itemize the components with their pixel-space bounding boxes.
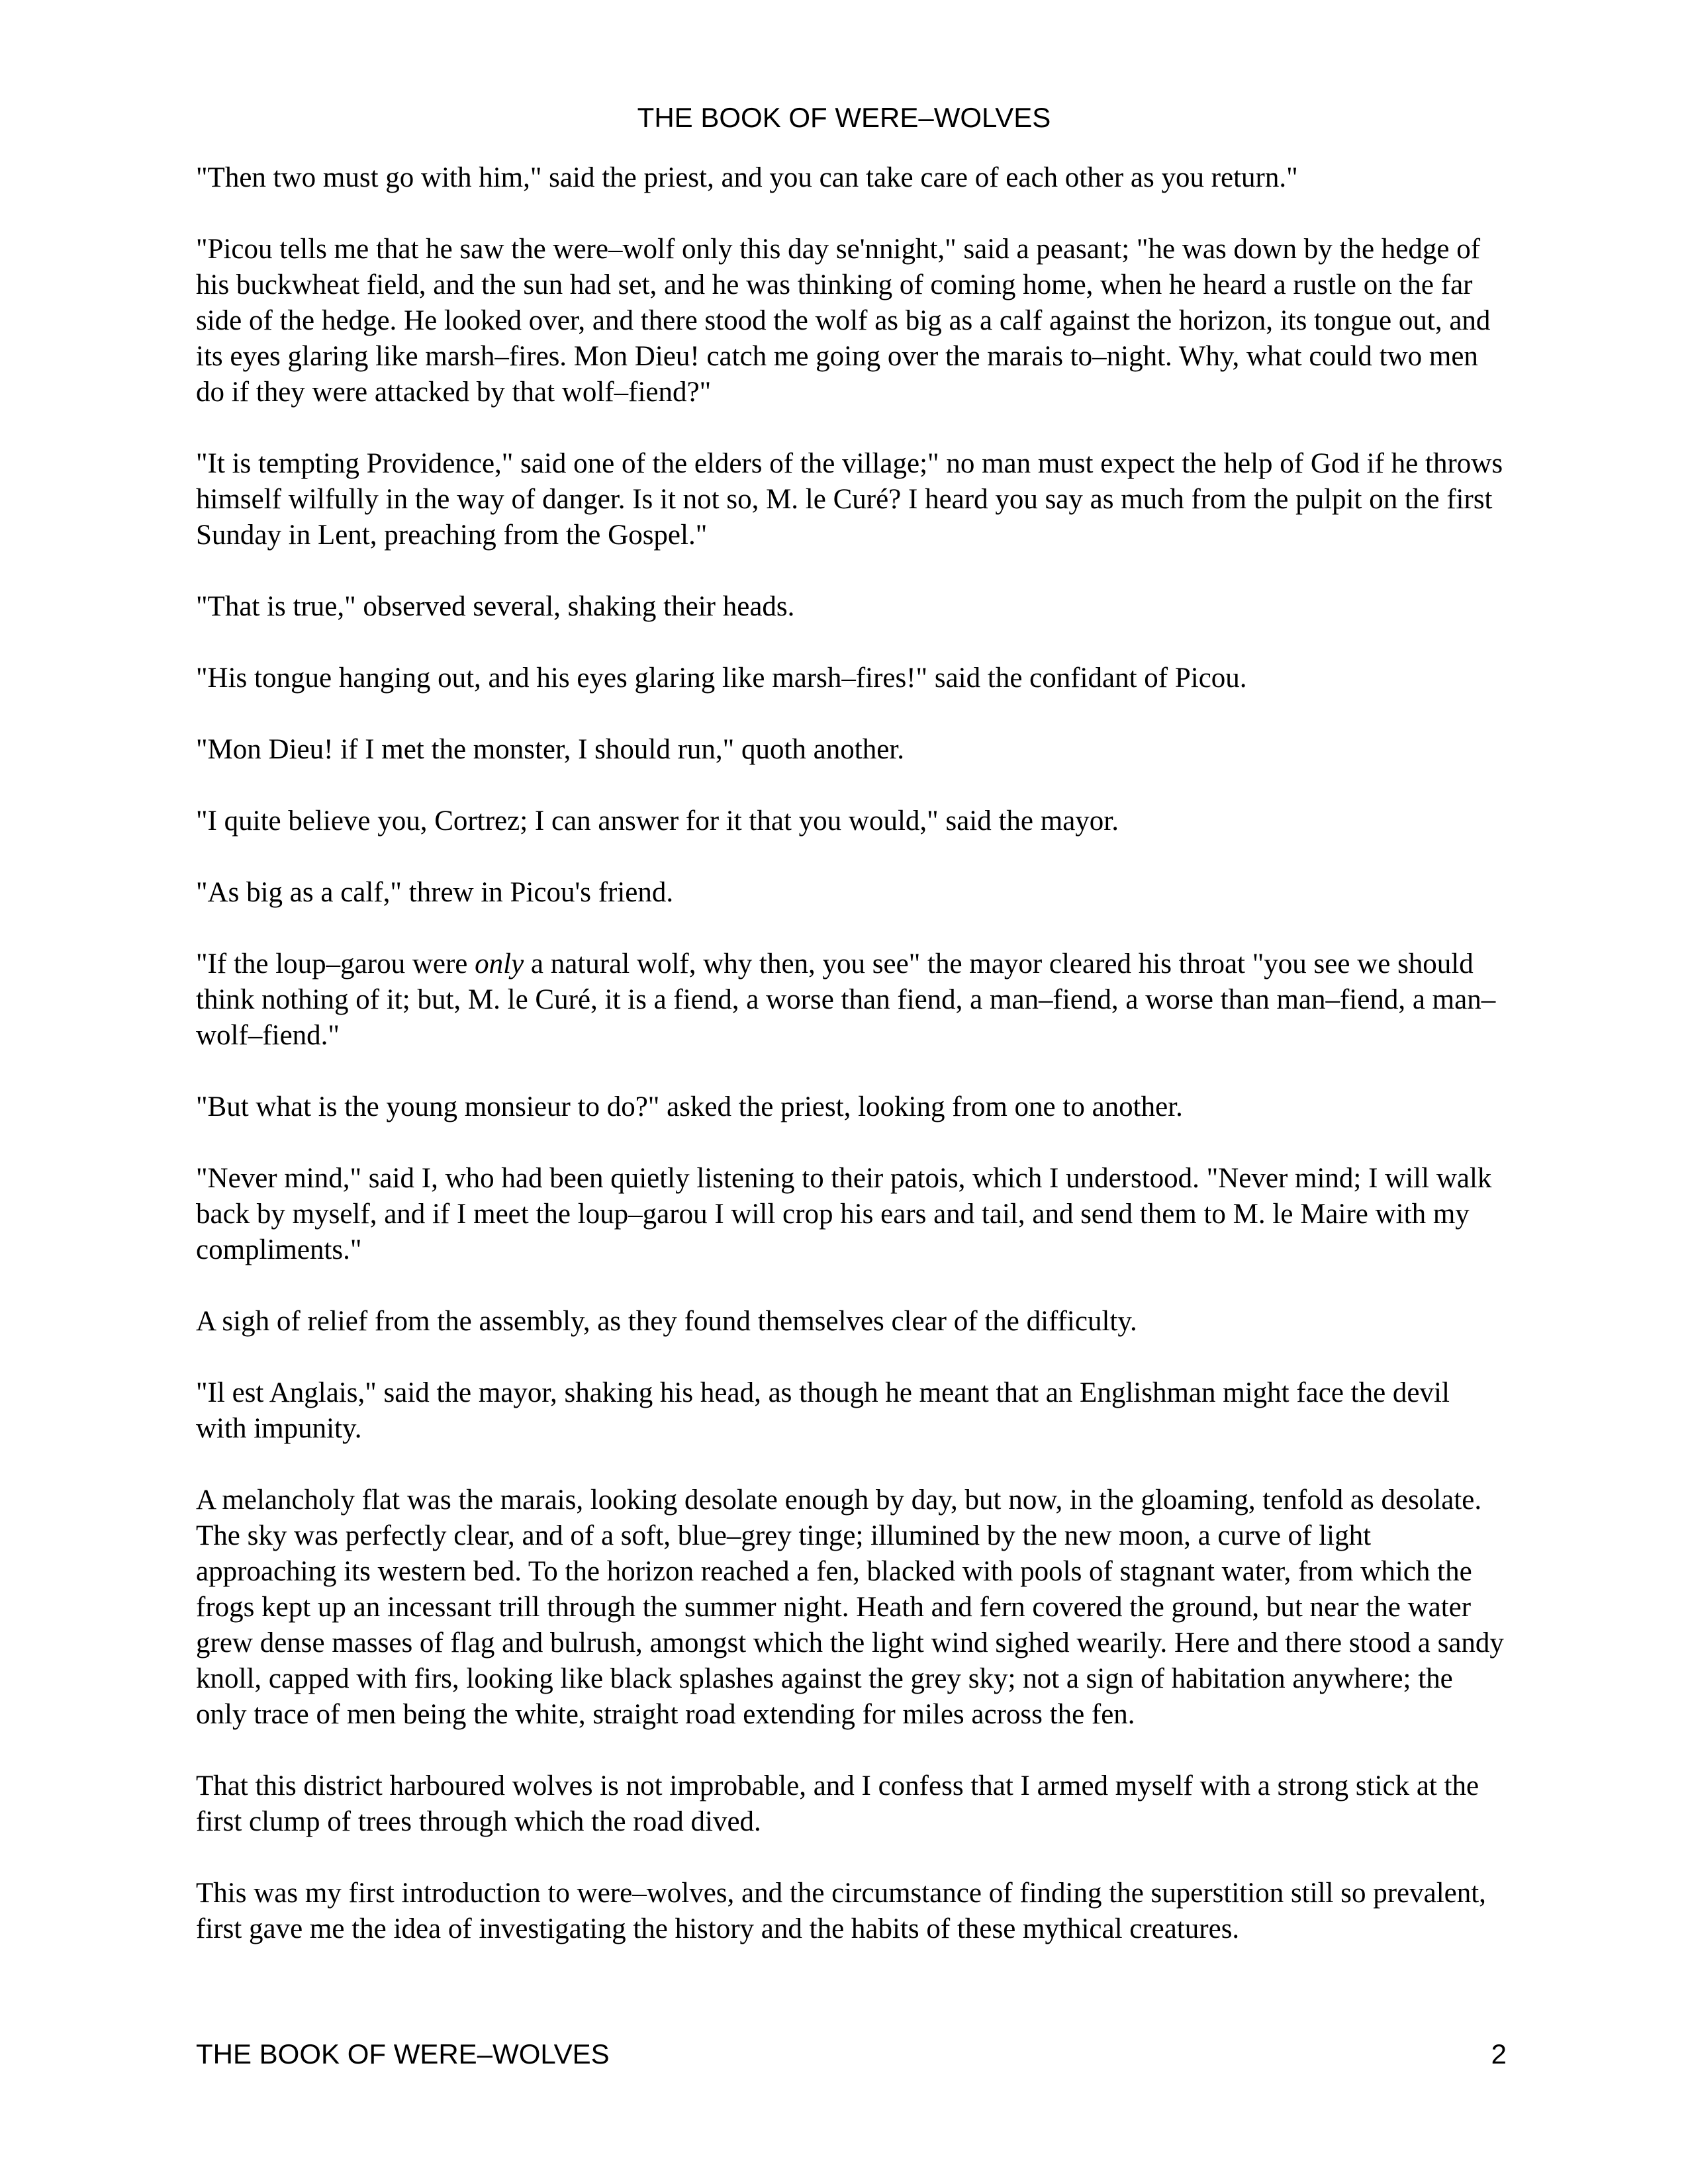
paragraph: This was my first introduction to were–wolves, and the circumstance of finding the superstition still so prevalent, first gave me the idea of investigating the history and the habits of these mythical creatures.	[196, 1878, 1486, 1944]
running-footer: THE BOOK OF WERE–WOLVES	[196, 2038, 610, 2070]
paragraph: That this district harboured wolves is not improbable, and I confess that I armed myself with a strong stick at the first clump of trees through which the road dived.	[196, 1770, 1479, 1837]
paragraph: "It is tempting Providence," said one of the elders of the village;" no man must expect the help of God if he throws himself wilfully in the way of danger. Is it not so, M. le Curé? I heard you say as much from the pulpit on the first Sunday in Lent, preaching from the Gospel."	[196, 448, 1503, 551]
paragraph: "I quite believe you, Cortrez; I can answer for it that you would," said the mayor.	[196, 805, 1119, 837]
paragraph: "Then two must go with him," said the priest, and you can take care of each other as you return."	[196, 162, 1298, 193]
paragraph: "His tongue hanging out, and his eyes glaring like marsh–fires!" said the confidant of Picou.	[196, 662, 1247, 694]
paragraph: A sigh of relief from the assembly, as they found themselves clear of the difficulty.	[196, 1306, 1137, 1337]
text-run: a natural wolf, why then, you see" the mayor cleared his throat "you see we should think nothing of it; but, M. le Curé, it is a fiend, a worse than fiend, a man–fiend, a worse than man–fiend, a man–wolf–fiend."	[196, 948, 1496, 1051]
paragraph: "But what is the young monsieur to do?" asked the priest, looking from one to another.	[196, 1091, 1183, 1122]
body-text	[196, 160, 1507, 1983]
paragraph: "Il est Anglais," said the mayor, shaking his head, as though he meant that an Englishman might face the devil with impunity.	[196, 1377, 1450, 1444]
paragraph: "Picou tells me that he saw the were–wolf only this day se'nnight," said a peasant; "he was down by the hedge of his buckwheat field, and the sun had set, and he was thinking of coming home, when he heard a rustle on the far side of the hedge. He looked over, and there stood the wolf as big as a calf against the horizon, its tongue out, and its eyes glaring like marsh–fires. Mon Dieu! catch me going over the marais to–night. Why, what could two men do if they were attacked by that wolf–fiend?"	[196, 234, 1491, 408]
paragraph: "As big as a calf," threw in Picou's friend.	[196, 877, 674, 908]
paragraph: "Never mind," said I, who had been quietly listening to their patois, which I understood. "Never mind; I will walk back by myself, and if I meet the loup–garou I will crop his ears and tail, and send them to M. le Maire with my compliments."	[196, 1163, 1492, 1265]
paragraph: A melancholy flat was the marais, looking desolate enough by day, but now, in the gloaming, tenfold as desolate. The sky was perfectly clear, and of a soft, blue–grey tinge; illumined by the new moon, a curve of light approaching its western bed. To the horizon reached a fen, blacked with pools of stagnant water, from which the frogs kept up an incessant trill through the summer night. Heath and fern covered the ground, but near the water grew dense masses of flag and bulrush, amongst which the light wind sighed wearily. Here and there stood a sandy knoll, capped with firs, looking like black splashes against the grey sky; not a sign of habitation anywhere; the only trace of men being the white, straight road extending for miles across the fen.	[196, 1484, 1504, 1730]
running-header: THE BOOK OF WERE–WOLVES	[637, 102, 1051, 133]
page-number: 2	[1491, 2038, 1507, 2070]
text-run: "If the loup–garou were	[196, 948, 475, 979]
paragraph-mayor	[196, 946, 1507, 1054]
paragraph: "That is true," observed several, shaking their heads.	[196, 591, 795, 622]
paragraph: "Mon Dieu! if I met the monster, I should run," quoth another.	[196, 734, 904, 765]
emphasis-text: only	[475, 948, 524, 979]
